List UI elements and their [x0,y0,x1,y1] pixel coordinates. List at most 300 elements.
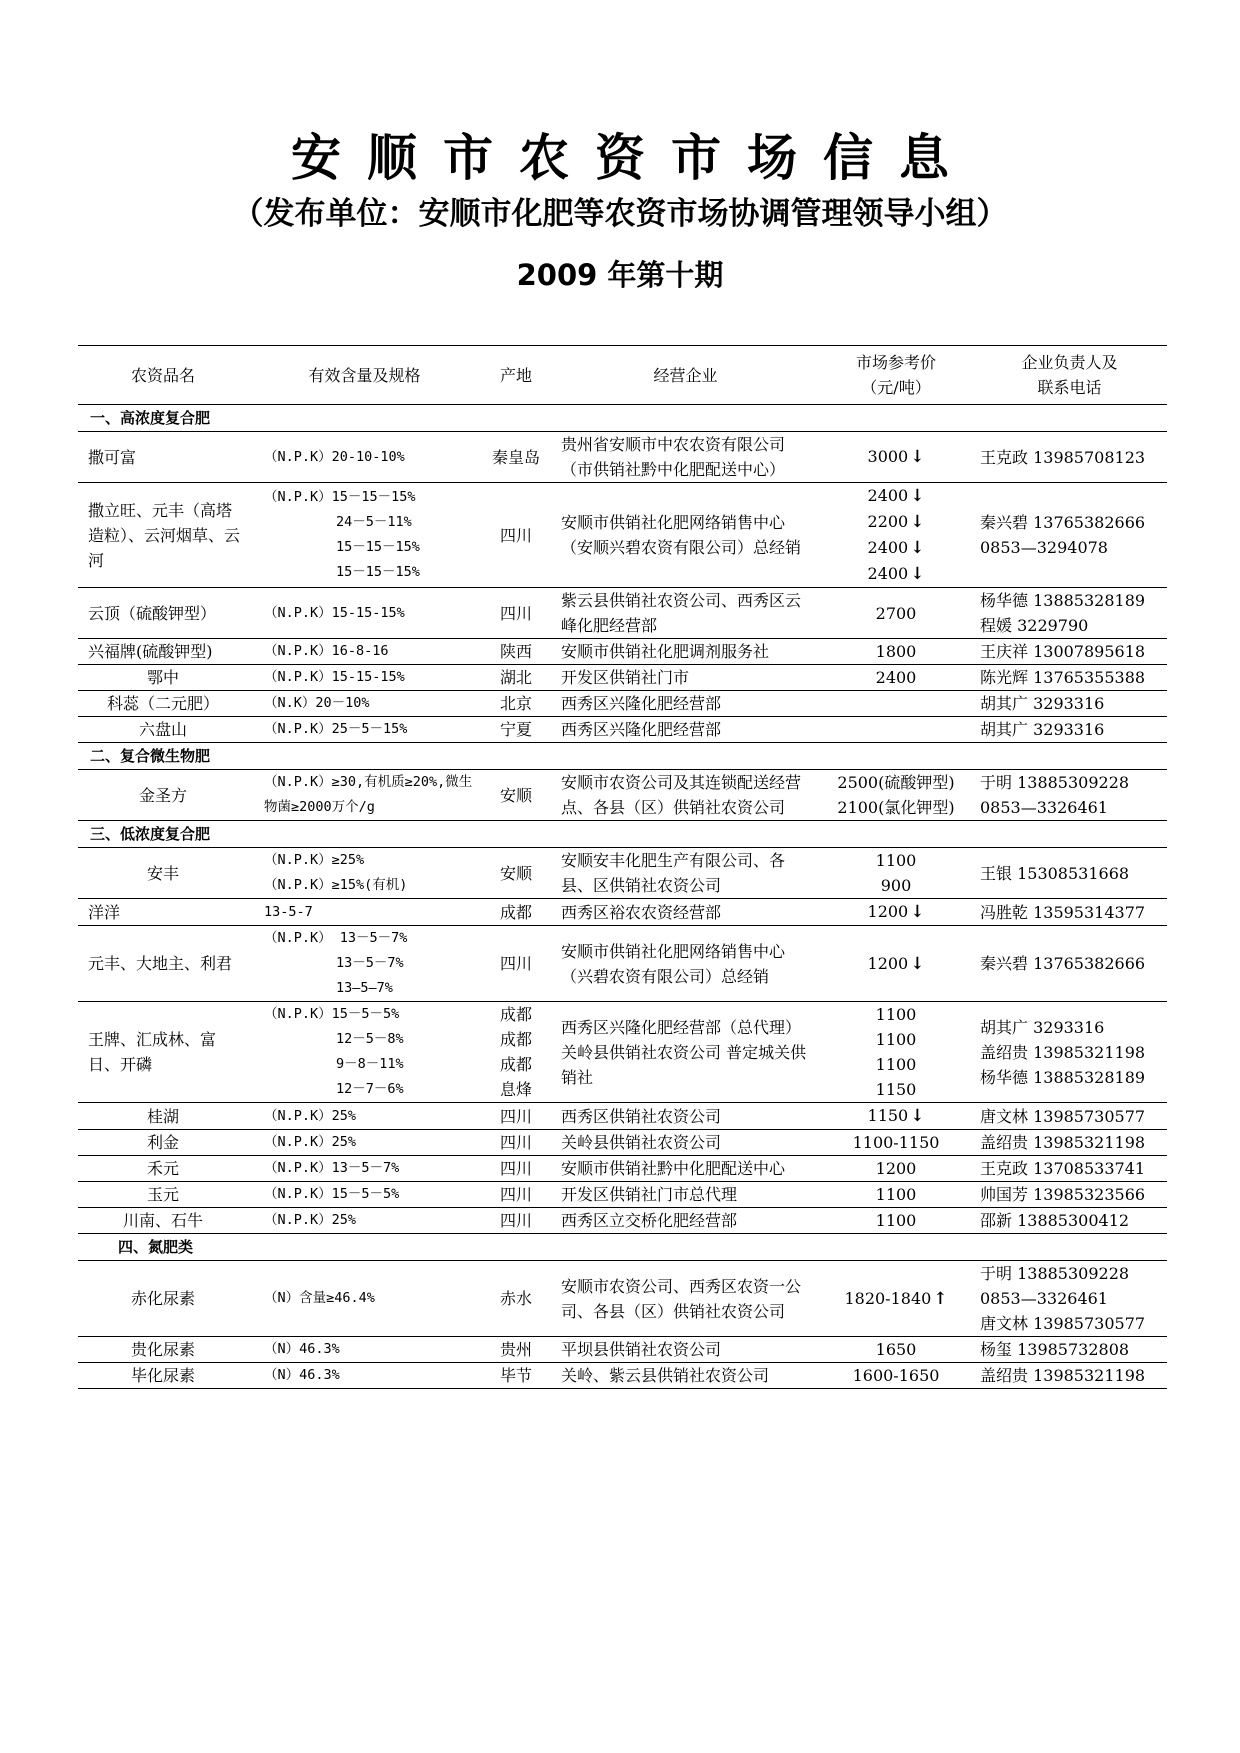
origin-cell [481,1130,551,1156]
contact-cell [972,770,1167,821]
price-line [823,665,969,690]
contact-cell [972,432,1167,483]
table-row [78,483,1167,588]
price-line [823,1130,969,1155]
spec-cell [248,717,481,743]
company-cell: 西秀区裕农农资经营部 [561,902,722,922]
price-value: 1200 [867,953,909,973]
table-row [78,926,1167,1002]
price-cell [820,639,972,665]
price-value: 1100 [875,1055,917,1074]
origin-cell [481,1337,551,1363]
price-value: 2500(硫酸钾型) [837,773,955,792]
contact-cell [972,665,1167,691]
origin-cell [481,848,551,899]
origin-cell [481,691,551,717]
contact-cell [972,639,1167,665]
price-cell [820,432,972,483]
origin-cell-line: 毕节 [499,1366,532,1385]
contact-cell [972,899,1167,926]
origin-cell [481,1363,551,1389]
table-row [78,665,1167,691]
contact-cell-line: 盖绍贵 13985321198 [980,1042,1146,1062]
col-header-product: 农资品名 [130,365,195,385]
spec-cell-line: （N.P.K）≥30,有机质≥20%,微生物菌≥2000万个/g [264,774,473,815]
product-name: 安丰 [146,863,179,883]
origin-cell [481,483,551,588]
section-header-row [78,821,1167,848]
table-row [78,1208,1167,1234]
origin-cell-line: 四川 [499,954,532,973]
price-line [823,561,969,587]
price-line [823,770,969,795]
origin-cell [481,899,551,926]
origin-cell-line: 四川 [499,1133,532,1152]
table-row [78,1261,1167,1337]
table-row [78,899,1167,926]
price-line [823,1103,969,1129]
price-line [823,899,969,925]
company-cell: 安顺安丰化肥生产有限公司、各县、区供销社农资公司 [561,851,786,895]
contact-cell-line: 王克政 13708533741 [980,1159,1146,1178]
contact-cell-line: 帅国芳 13985323566 [980,1185,1146,1204]
price-line [823,1027,969,1052]
price-line [823,1208,969,1233]
spec-cell [248,1002,481,1103]
contact-cell-line: 杨华德 13885328189 [980,1067,1146,1087]
spec-cell-line: 12－5－8% [336,1031,404,1047]
contact-cell-line: 秦兴碧 13765382666 [980,954,1146,973]
spec-cell-line: （N.P.K）15－5－5% [264,1186,400,1202]
contact-cell-line: 胡其广 3293316 [980,1017,1105,1037]
price-value: 1100 [875,1185,917,1204]
product-name: 利金 [146,1133,179,1152]
contact-cell-line: 0853—3326461 [980,798,1108,817]
origin-cell-line: 秦皇岛 [491,447,540,467]
section-header-row [78,1234,1167,1261]
arrow-down-icon: ↓ [910,1106,925,1126]
product-name: 玉元 [146,1185,179,1204]
contact-cell [972,717,1167,743]
arrow-down-icon: ↓ [910,447,925,467]
spec-cell [248,432,481,483]
origin-cell-line: 四川 [499,525,532,545]
spec-cell [248,1103,481,1130]
spec-cell-line: （N）46.3% [264,1341,340,1357]
price-cell [820,899,972,926]
price-cell [820,1261,972,1337]
spec-cell [248,1363,481,1389]
table-row [78,770,1167,821]
origin-cell-line: 湖北 [499,668,532,687]
contact-cell-line: 唐文林 13985730577 [980,1314,1146,1333]
price-line [823,509,969,535]
spec-cell-line: （N.P.K） 13－5－7% [264,930,408,946]
arrow-down-icon: ↓ [910,486,925,506]
price-cell [820,1337,972,1363]
price-line [823,795,969,820]
spec-cell-line: 13－5－7% [336,955,404,971]
company-cell: 安顺市农资公司、西秀区农资一公司、各县（区）供销社农资公司 [561,1276,802,1321]
contact-cell-line: 于明 13885309228 [980,1264,1130,1283]
price-value: 3000 [867,447,909,466]
origin-cell-line: 陕西 [499,642,532,661]
table-row [78,1337,1167,1363]
section-title: 四、氮肥类 [118,1237,194,1256]
contact-cell [972,1103,1167,1130]
price-cell [820,483,972,588]
price-line [823,535,969,561]
contact-cell-line: 秦兴碧 13765382666 [980,513,1146,532]
company-cell: 开发区供销社门市总代理 [561,1185,738,1204]
contact-cell-line: 杨华德 13885328189 [980,591,1146,610]
price-cell [820,926,972,1002]
section-header-row [78,743,1167,770]
spec-cell-line: （N.P.K）20-10-10% [264,448,405,465]
origin-cell-line: 贵州 [499,1340,532,1359]
spec-cell [248,1156,481,1182]
price-cell [820,1103,972,1130]
company-cell: 关岭、紫云县供销社农资公司 [561,1366,770,1385]
product-name: 撒立旺、元丰（高塔造粒）、云河烟草、云河 [88,500,241,570]
arrow-down-icon: ↓ [910,953,925,974]
price-line [823,1286,969,1312]
company-cell: 安顺市农资公司及其连锁配送经营点、各县（区）供销社农资公司 [561,773,802,817]
product-name: 毕化尿素 [130,1366,195,1385]
table-row [78,1103,1167,1130]
table-row [78,848,1167,899]
spec-cell-line: （N.P.K）13－5－7% [264,1160,400,1176]
price-line [823,444,969,470]
table-body [78,405,1167,1389]
table-row [78,639,1167,665]
contact-cell-line: 邵新 13885300412 [980,1211,1130,1230]
spec-cell [248,639,481,665]
product-name: 撒可富 [88,447,137,467]
publisher-subtitle: （发布单位：安顺市化肥等农资市场协调管理领导小组） [232,196,1008,232]
spec-cell [248,899,481,926]
company-cell: 紫云县供销社农资公司、西秀区云峰化肥经营部 [561,591,802,635]
price-value: 1800 [875,642,917,661]
spec-cell [248,588,481,639]
origin-cell [481,926,551,1002]
product-name: 王牌、汇成林、富日、开磷 [88,1030,217,1074]
product-name: 赤化尿素 [130,1289,195,1308]
origin-cell-line: 安顺 [499,863,532,883]
contact-cell [972,1261,1167,1337]
origin-cell [481,432,551,483]
table-header-row [78,346,1167,405]
company-cell: 西秀区兴隆化肥经营部（总代理） 关岭县供销社农资公司 普定城关供销社 [561,1017,807,1087]
origin-cell [481,1002,551,1103]
contact-cell-line: 胡其广 3293316 [980,694,1105,713]
contact-cell [972,1363,1167,1389]
product-name: 桂湖 [146,1106,179,1126]
contact-cell [972,1182,1167,1208]
col-header-origin: 产地 [499,365,532,385]
spec-cell-line: 15－15－15% [336,539,420,555]
price-cell [820,1363,972,1389]
price-cell [820,1182,972,1208]
price-value: 2400 [867,486,909,505]
price-value: 2400 [867,538,909,557]
price-line [823,1156,969,1181]
price-line [823,639,969,664]
price-value: 1150 [875,1080,917,1099]
table-row [78,1002,1167,1103]
issue-number: 2009 年第十期 [516,258,724,292]
price-cell [820,1002,972,1103]
spec-cell [248,1182,481,1208]
price-value: 2700 [875,603,917,623]
contact-cell-line: 盖绍贵 13985321198 [980,1133,1146,1152]
origin-cell-line: 四川 [499,1106,532,1126]
spec-cell-line: （N.P.K）15－15－15% [264,489,416,505]
col-header-price: 市场参考价 （元/吨） [855,353,936,397]
product-name: 兴福牌(硫酸钾型) [88,642,213,661]
spec-cell-line: （N）含量≥46.4% [264,1290,375,1306]
contact-cell-line: 王庆祥 13007895618 [980,642,1146,661]
origin-cell-line: 四川 [499,603,532,623]
contact-cell-line: 盖绍贵 13985321198 [980,1366,1146,1385]
product-name: 贵化尿素 [130,1340,195,1359]
arrow-down-icon: ↓ [910,538,925,558]
price-value: 1200 [867,902,909,921]
table-row [78,1182,1167,1208]
company-cell: 开发区供销社门市 [561,668,690,687]
table-row [78,1363,1167,1389]
section-title: 二、复合微生物肥 [90,746,211,765]
section-title: 一、高浓度复合肥 [90,408,211,427]
product-name: 元丰、大地主、利君 [88,954,233,973]
contact-cell [972,1130,1167,1156]
price-line [823,1077,969,1102]
spec-cell-line: （N.P.K）25% [264,1212,357,1228]
spec-cell [248,770,481,821]
spec-cell-line: （N.K）20－10% [264,695,370,711]
origin-cell-line: 息烽 [499,1080,532,1099]
spec-cell [248,926,481,1002]
contact-cell-line: 0853—3294078 [980,538,1108,557]
contact-cell [972,691,1167,717]
price-cell [820,588,972,639]
spec-cell [248,848,481,899]
price-line [823,1337,969,1362]
origin-cell-line: 赤水 [499,1289,532,1308]
origin-cell [481,665,551,691]
contact-cell-line: 王银 15308531668 [980,863,1130,883]
price-value: 2400 [867,564,909,583]
product-name: 川南、石牛 [122,1211,203,1230]
spec-cell-line: （N）46.3% [264,1367,340,1383]
col-header-spec: 有效含量及规格 [308,365,421,385]
company-cell: 安顺市供销社黔中化肥配送中心 [561,1159,786,1178]
price-cell [820,1130,972,1156]
company-cell: 西秀区兴隆化肥经营部 [561,694,722,713]
company-cell: 安顺市供销社化肥调剂服务社 [561,642,770,661]
price-cell [820,770,972,821]
origin-cell [481,588,551,639]
product-name: 金圣方 [138,785,187,805]
spec-cell-line: 24－5－11% [336,514,412,530]
price-value: 1650 [875,1340,917,1359]
origin-cell [481,639,551,665]
price-line [823,873,969,898]
price-line [823,1182,969,1207]
price-value: 2200 [867,512,909,531]
origin-cell-line: 成都 [499,902,532,922]
spec-cell-line: 15－15－15% [336,564,420,580]
spec-cell-line: 13—5—7% [336,980,393,996]
contact-cell-line: 于明 13885309228 [980,773,1130,792]
contact-cell-line: 程媛 3229790 [980,616,1089,635]
section-header-row [78,405,1167,432]
contact-cell-line: 冯胜乾 13595314377 [980,902,1146,922]
price-cell [820,848,972,899]
company-cell: 西秀区兴隆化肥经营部 [561,720,722,739]
price-value: 1100 [875,851,917,870]
table-row [78,1130,1167,1156]
table-row [78,1156,1167,1182]
price-cell [820,1208,972,1234]
origin-cell [481,1261,551,1337]
spec-cell [248,1208,481,1234]
product-name: 鄂中 [146,668,179,687]
contact-cell [972,926,1167,1002]
price-value: 1100-1150 [852,1133,940,1152]
origin-cell [481,770,551,821]
arrow-up-icon: ↑ [933,1288,948,1309]
company-cell: 安顺市供销社化肥网络销售中心（兴碧农资有限公司）总经销 [561,941,786,986]
spec-cell-line: （N.P.K）16-8-16 [264,643,389,659]
price-cell [820,691,972,717]
contact-cell-line: 陈光辉 13765355388 [980,668,1146,687]
price-value: 1200 [875,1159,917,1178]
table-row [78,717,1167,743]
origin-cell-line: 成都 [499,1055,532,1074]
company-cell: 关岭县供销社农资公司 [561,1133,722,1152]
product-name: 六盘山 [138,720,187,739]
contact-cell-line: 0853—3326461 [980,1289,1108,1308]
price-value: 1150 [867,1106,909,1125]
spec-cell-line: （N.P.K）≥15%(有机) [264,877,408,893]
table-row [78,432,1167,483]
spec-cell-line: （N.P.K）≥25% [264,852,365,868]
origin-cell [481,1156,551,1182]
spec-cell [248,483,481,588]
price-cell [820,1156,972,1182]
price-value: 1100 [875,1211,917,1230]
company-cell: 西秀区立交桥化肥经营部 [561,1211,738,1230]
price-line [823,601,969,626]
contact-cell [972,588,1167,639]
spec-cell-line: （N.P.K）25% [264,1134,357,1150]
price-value: 1600-1650 [852,1366,940,1385]
spec-cell [248,1261,481,1337]
price-value: 1100 [875,1005,917,1024]
spec-cell-line: 13-5-7 [264,903,313,920]
contact-cell-line: 胡其广 3293316 [980,720,1105,739]
contact-cell [972,848,1167,899]
origin-cell-line: 四川 [499,1159,532,1178]
spec-cell-line: （N.P.K）15-15-15% [264,669,405,685]
origin-cell [481,717,551,743]
contact-cell-line: 唐文林 13985730577 [980,1106,1146,1126]
price-value: 900 [880,876,912,895]
price-line [823,1052,969,1077]
product-name: 科蕊（二元肥） [106,694,219,713]
product-name: 洋洋 [88,902,121,922]
price-value: 1100 [875,1030,917,1049]
origin-cell [481,1182,551,1208]
contact-cell [972,1002,1167,1103]
origin-cell-line: 成都 [499,1030,532,1049]
spec-cell-line: 12－7－6% [336,1081,404,1097]
origin-cell-line: 北京 [499,694,532,713]
price-line [823,848,969,873]
spec-cell [248,665,481,691]
market-price-table [78,345,1167,1389]
company-cell: 安顺市供销社化肥网络销售中心（安顺兴碧农资有限公司）总经销 [561,513,802,557]
col-header-contact: 企业负责人及 联系电话 [1021,353,1118,397]
section-title: 三、低浓度复合肥 [90,824,211,843]
spec-cell-line: （N.P.K）25－5－15% [264,721,408,737]
spec-cell-line: （N.P.K）15-15-15% [264,604,405,621]
contact-cell [972,1208,1167,1234]
spec-cell [248,1337,481,1363]
table-row [78,588,1167,639]
price-line [823,1002,969,1027]
contact-cell-line: 王克政 13985708123 [980,447,1146,467]
company-cell: 贵州省安顺市中农农资有限公司（市供销社黔中化肥配送中心） [561,435,786,479]
origin-cell-line: 四川 [499,1185,532,1204]
contact-cell [972,1337,1167,1363]
company-cell: 平坝县供销社农资公司 [561,1340,722,1359]
spec-cell-line: 9－8－11% [336,1056,404,1072]
product-name: 禾元 [146,1159,179,1178]
arrow-down-icon: ↓ [910,512,925,532]
arrow-down-icon: ↓ [910,564,925,584]
page-title: 安顺市农资市场信息 [291,129,975,187]
origin-cell [481,1208,551,1234]
price-line [823,483,969,509]
price-line [823,1363,969,1388]
company-cell: 西秀区供销社农资公司 [561,1106,722,1126]
price-cell [820,717,972,743]
spec-cell [248,691,481,717]
origin-cell-line: 宁夏 [499,720,532,739]
spec-cell-line: （N.P.K）25% [264,1107,357,1124]
price-value: 1820-1840 [844,1288,932,1308]
contact-cell [972,1156,1167,1182]
table-row [78,691,1167,717]
col-header-company: 经营企业 [653,365,718,385]
price-value: 2400 [875,668,917,687]
price-line [823,951,969,977]
spec-cell [248,1130,481,1156]
arrow-down-icon: ↓ [910,902,925,922]
contact-cell [972,483,1167,588]
contact-cell-line: 杨玺 13985732808 [980,1340,1130,1359]
origin-cell-line: 安顺 [499,785,532,805]
spec-cell-line: （N.P.K）15－5－5% [264,1006,400,1022]
product-name: 云顶（硫酸钾型） [88,603,217,623]
origin-cell-line: 成都 [499,1005,532,1024]
origin-cell-line: 四川 [499,1211,532,1230]
price-value: 2100(氯化钾型) [837,798,955,817]
origin-cell [481,1103,551,1130]
price-cell [820,665,972,691]
